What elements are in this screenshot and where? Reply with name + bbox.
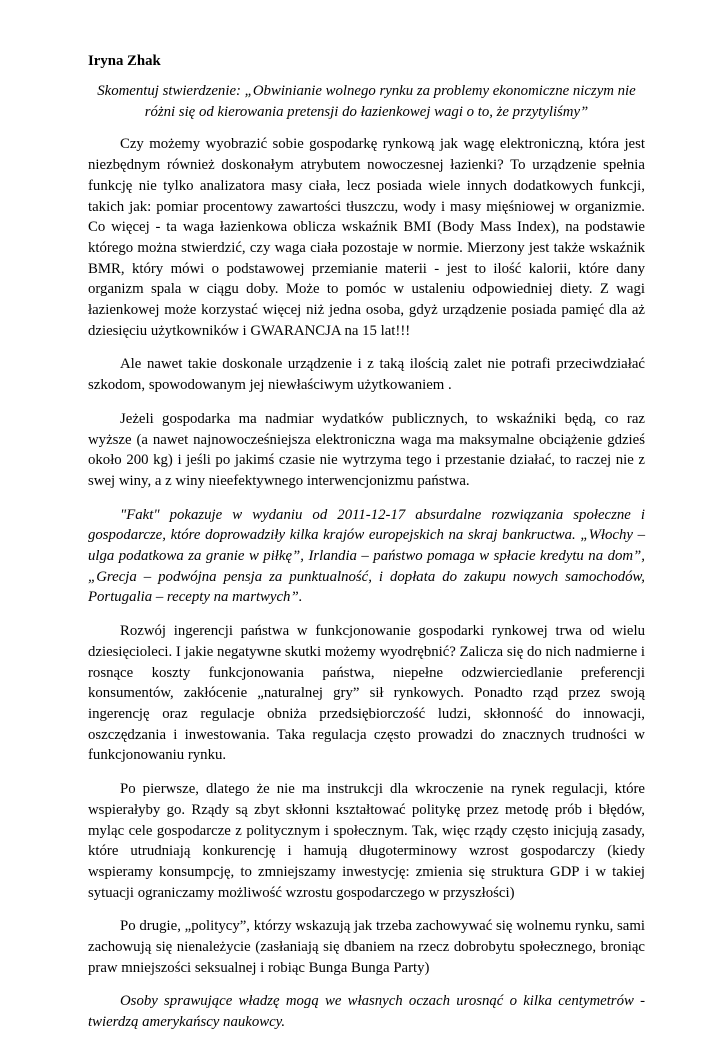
paragraph-misuse: Ale nawet takie doskonale urządzenie i z taką ilością zalet nie potrafi przeciwdziałać szkodom, spowodowanym jej niewłaściwym użytkowaniem . [88, 356, 645, 394]
essay-prompt: Skomentuj stwierdzenie: „Obwinianie wolnego rynku za problemy ekonomiczne niczym nie różni się od kierowania pretensji do łazienkowej wagi o to, że przytyliśmy” [97, 83, 636, 120]
paragraph-second-reason: Po drugie, „politycy”, którzy wskazują jak trzeba zachowywać się wolnemu rynku, sami zachowują się nienależycie (zasłaniają się dbaniem na rzecz dobrobytu społecznego, broniąc praw mniejszości seksualnej i robiąc Bunga Bunga Party) [88, 918, 645, 976]
document-body [88, 51, 645, 1046]
paragraph-first-reason: Po pierwsze, dlatego że nie ma instrukcji dla wkroczenie na rynek regulacji, które wspierałyby go. Rządy są zbyt skłonni kształtować politykę przez metodę prób i błędów, myląc cele gospodarcze z politycznym i społecznym. Tak, więc rządy często inicjują zasady, które utrudniają konkurencję i hamują długoterminowy wzrost gospodarczy (kiedy wspieramy konsumpcję, to zmniejszamy inwestycję: zmienia się struktura GDP i w takiej sytuacji ograniczamy możliwość wzrostu gospodarczego w przyszłości) [88, 781, 645, 901]
paragraph-bathroom-scale: Czy możemy wyobrazić sobie gospodarkę rynkową jak wagę elektroniczną, która jest niezbędnym również doskonałym atrybutem nowoczesnej łazienki? To urządzenie spełnia funkcję nie tylko analizatora masy ciała, lecz posiada wiele innych dodatkowych funkcji, takich jak: pomiar procentowy zawartości tłuszczu, wody i masy mięśniowej w organizmie. Co więcej - ta waga łazienkowa oblicza wskaźnik BMI (Body Mass Index), na podstawie którego można stwierdzić, czy waga ciała pozostaje w normie. Mierzony jest także wskaźnik BMR, który mówi o podstawowej przemianie materii - jest to ilość kalorii, które dany organizm spala w ciągu doby. Może to pomóc w ustaleniu odpowiedniej diety. Z wagi łazienkowej może korzystać więcej niż jedna osoba, gdyż urządzenie posiada pamięć dla aż dziesięciu użytkowników i GWARANCJA na 15 lat!!! [88, 136, 645, 339]
paragraph-fakt-quote: "Fakt" pokazuje w wydaniu od 2011-12-17 absurdalne rozwiązania społeczne i gospodarcze, które doprowadziły kilka krajów europejskich na skraj bankructwa. „Włochy – ulga podatkowa za granie w piłkę”, Irlandia – państwo pomaga w spłacie kredytu na dom”, „Grecja – podwójna pensja za punktualność, i dopłata do zakupu nowych samochodów, Portugalia – recepty na martwych”. [88, 506, 645, 606]
paragraph-closing-quote: Osoby sprawujące władzę mogą we własnych oczach urosnąć o kilka centymetrów - twierdzą amerykańscy naukowcy. [88, 993, 645, 1031]
paragraph-state-intervention: Rozwój ingerencji państwa w funkcjonowanie gospodarki rynkowej trwa od wielu dziesięcioleci. I jakie negatywne skutki możemy wyodrębnić? Zalicza się do nich nadmierne i rosnące koszty funkcjonowania państwa, niepełne odzwierciedlanie preferencji konsumentów, zakłócenie „naturalnej gry” sił rynkowych. Ponadto rząd przez swoją ingerencję oraz regulacje obniża przedsiębiorczość ludzi, skłonność do innowacji, oszczędzania i inwestowania. Taka regulacja często prowadzi do znacznych trudności w funkcjonowaniu rynku. [88, 623, 645, 764]
paragraph-public-spending: Jeżeli gospodarka ma nadmiar wydatków publicznych, to wskaźniki będą, co raz wyższe (a nawet najnowocześniejsza elektroniczna waga ma maksymalne obciążenie gdzieś około 200 kg) i jeśli po jakimś czasie nie wytrzyma tego i przestanie działać, to raczej nie z swej winy, a z winy nieefektywnego interwencjonizmu państwa. [88, 410, 645, 489]
author-name: Iryna Zhak [88, 53, 161, 69]
